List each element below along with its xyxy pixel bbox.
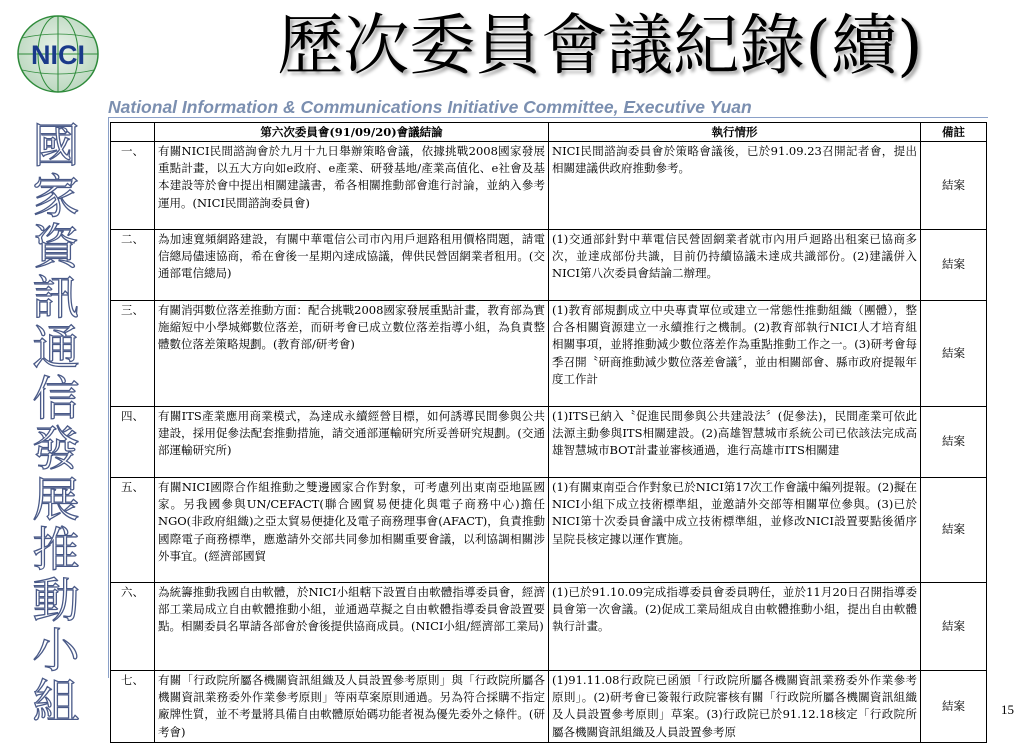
vertical-char: 訊 — [32, 270, 80, 326]
row-number: 七、 — [111, 671, 155, 743]
header-num — [111, 123, 155, 142]
status-cell: 結案 — [921, 142, 987, 230]
organization-subtitle: National Information & Communications Initiative Committee, Executive Yuan — [108, 97, 752, 117]
row-number: 三、 — [111, 301, 155, 407]
table-row — [111, 671, 987, 743]
row-number: 四、 — [111, 407, 155, 478]
header-execution: 執行情形 — [549, 123, 921, 142]
row-number: 六、 — [111, 583, 155, 671]
row-conclusion: 有關NICI國際合作組推動之雙邊國家合作對象，可考慮列出東南亞地區國家。另我國參與UN/CEFACT(聯合國貿易便捷化與電子商務中心)擔任NGO(非政府組織)之亞太貿易便捷化及電子商務理事會(AFACT)，負責推動國際電子商務標準，應邀請外交部共同參加相關重要會議，以利協調相關涉外事宜。(經濟部國貿 — [155, 478, 549, 583]
vertical-char: 發 — [32, 422, 80, 477]
header-conclusion: 第六次委員會(91/09/20)會議結論 — [155, 123, 549, 142]
table-row — [111, 301, 987, 407]
row-execution: NICI民間諮詢委員會於策略會議後，已於91.09.23召開記者會，提出相關建議供政府推動參考。 — [549, 142, 921, 230]
row-execution: (1)有關東南亞合作對象已於NICI第17次工作會議中編列提報。(2)擬在NICI小組下成立技術標準組，並邀請外交部等相關單位參與。(3)已於NICI第十次委員會議中成立技術標準組，並修改NICI設置要點後循序呈院長核定據以運作實施。 — [549, 478, 921, 583]
row-conclusion: 有關NICI民間諮詢會於九月十九日舉辦策略會議，依據挑戰2008國家發展重點計畫，以五大方向如e政府、e產業、研發基地/產業高值化、e社會及基本建設等於會中提出相關建議書，希各相關推動部會進行討論，並納入參考運用。(NICI民間諮詢委員會) — [155, 142, 549, 230]
status-cell: 結案 — [921, 301, 987, 407]
vertical-char: 推 — [32, 523, 80, 578]
row-execution: (1)已於91.10.09完成指導委員會委員聘任，並於11月20日召開指導委員會第一次會議。(2)促成工業局組成自由軟體推動小組，提出自由軟體執行計畫。 — [549, 583, 921, 671]
page-title: 歷次委員會議紀錄(續) — [277, 7, 923, 84]
row-execution: (1)交通部針對中華電信民營固網業者就市內用戶迴路出租案已協商多次，並達成部份共識，目前仍持續協議未達成共識部份。(2)建議併入NICI第八次委員會結論二辦理。 — [549, 230, 921, 301]
page-number: 15 — [1001, 702, 1014, 717]
row-execution: (1)ITS已納入〝促進民間參與公共建設法〞(促參法)，民間產業可依此法源主動參與ITS相關建設。(2)高雄智慧城市系統公司已依該法完成高雄智慧城市BOT計畫並審核通過，進行高雄市ITS相關建 — [549, 407, 921, 478]
row-execution: (1)91.11.08行政院已函頒「行政院所屬各機關資訊業務委外作業參考原則」。(2)研考會已簽報行政院審核有關「行政院所屬各機關資訊組織及人員設置參考原則」草案。(3)行政院已於91.12.18核定「行政院所屬各機關資訊組織及人員設置參考原 — [549, 671, 921, 743]
vertical-char: 展 — [32, 472, 80, 528]
table-header-row — [111, 123, 987, 142]
row-conclusion: 有關消弭數位落差推動方面：配合挑戰2008國家發展重點計畫，教育部為實施縮短中小學城鄉數位落差，而研考會已成立數位落差指導小組，為負責整體數位落差策略規劃。(教育部/研考會) — [155, 301, 549, 407]
row-execution: (1)教育部規劃成立中央專責單位或建立一常態性推動組織（團體），整合各相關資源建立一永續推行之機制。(2)教育部執行NICI人才培育組相關事項，並將推動減少數位落差作為重點推動工作之一。(3)研考會每季召開〝研商推動減少數位落差會議〞，並由相關部會、縣市政府提報年度工作計 — [549, 301, 921, 407]
meeting-record-table — [110, 122, 987, 743]
decorative-line — [108, 117, 988, 118]
vertical-char: 組 — [32, 674, 80, 730]
status-cell: 結案 — [921, 583, 987, 671]
table-row — [111, 230, 987, 301]
row-number: 二、 — [111, 230, 155, 301]
table-row — [111, 407, 987, 478]
decorative-line — [108, 118, 109, 678]
row-conclusion: 有關ITS產業應用商業模式，為達成永續經營目標，如何誘導民間參與公共建設，採用促參法配套推動措施，請交通部運輸研究所妥善研究規劃。(交通部運輸研究所) — [155, 407, 549, 478]
header-remarks: 備註 — [921, 123, 987, 142]
table-row — [111, 478, 987, 583]
table-row — [111, 142, 987, 230]
vertical-char: 小 — [32, 624, 80, 679]
vertical-char: 家 — [32, 169, 80, 225]
row-number: 一、 — [111, 142, 155, 230]
table-row — [111, 583, 987, 671]
vertical-char: 通 — [32, 321, 80, 376]
row-conclusion: 為統籌推動我國自由軟體，於NICI小組轄下設置自由軟體指導委員會，經濟部工業局成立自由軟體推動小組，並通過草擬之自由軟體指導委員會設置要點。相關委員名單請各部會於會後提供協商成員。(NICI小組/經濟部工業局) — [155, 583, 549, 671]
row-conclusion: 有關「行政院所屬各機關資訊組織及人員設置參考原則」與「行政院所屬各機關資訊業務委外作業參考原則」等兩草案原則通過。另為符合採購不指定廠牌性質，並不考量將具備自由軟體原始碼功能者視為優先委外之條件。(研考會) — [155, 671, 549, 743]
globe-logo-icon — [8, 8, 108, 100]
vertical-char: 動 — [32, 573, 80, 629]
vertical-char: 信 — [32, 371, 80, 427]
vertical-char: 資 — [32, 220, 80, 275]
status-cell: 結案 — [921, 671, 987, 743]
vertical-org-name — [6, 119, 106, 730]
status-cell: 結案 — [921, 478, 987, 583]
status-cell: 結案 — [921, 230, 987, 301]
row-conclusion: 為加速寬頻網路建設，有關中華電信公司市內用戶迴路租用價格問題，請電信總局儘速協商，希在會後一星期內達成協議，俾供民營固網業者租用。(交通部電信總局) — [155, 230, 549, 301]
nici-logo — [8, 8, 108, 100]
row-number: 五、 — [111, 478, 155, 583]
vertical-char: 國 — [32, 119, 80, 174]
svg-text:NICI: NICI — [31, 40, 85, 70]
status-cell: 結案 — [921, 407, 987, 478]
